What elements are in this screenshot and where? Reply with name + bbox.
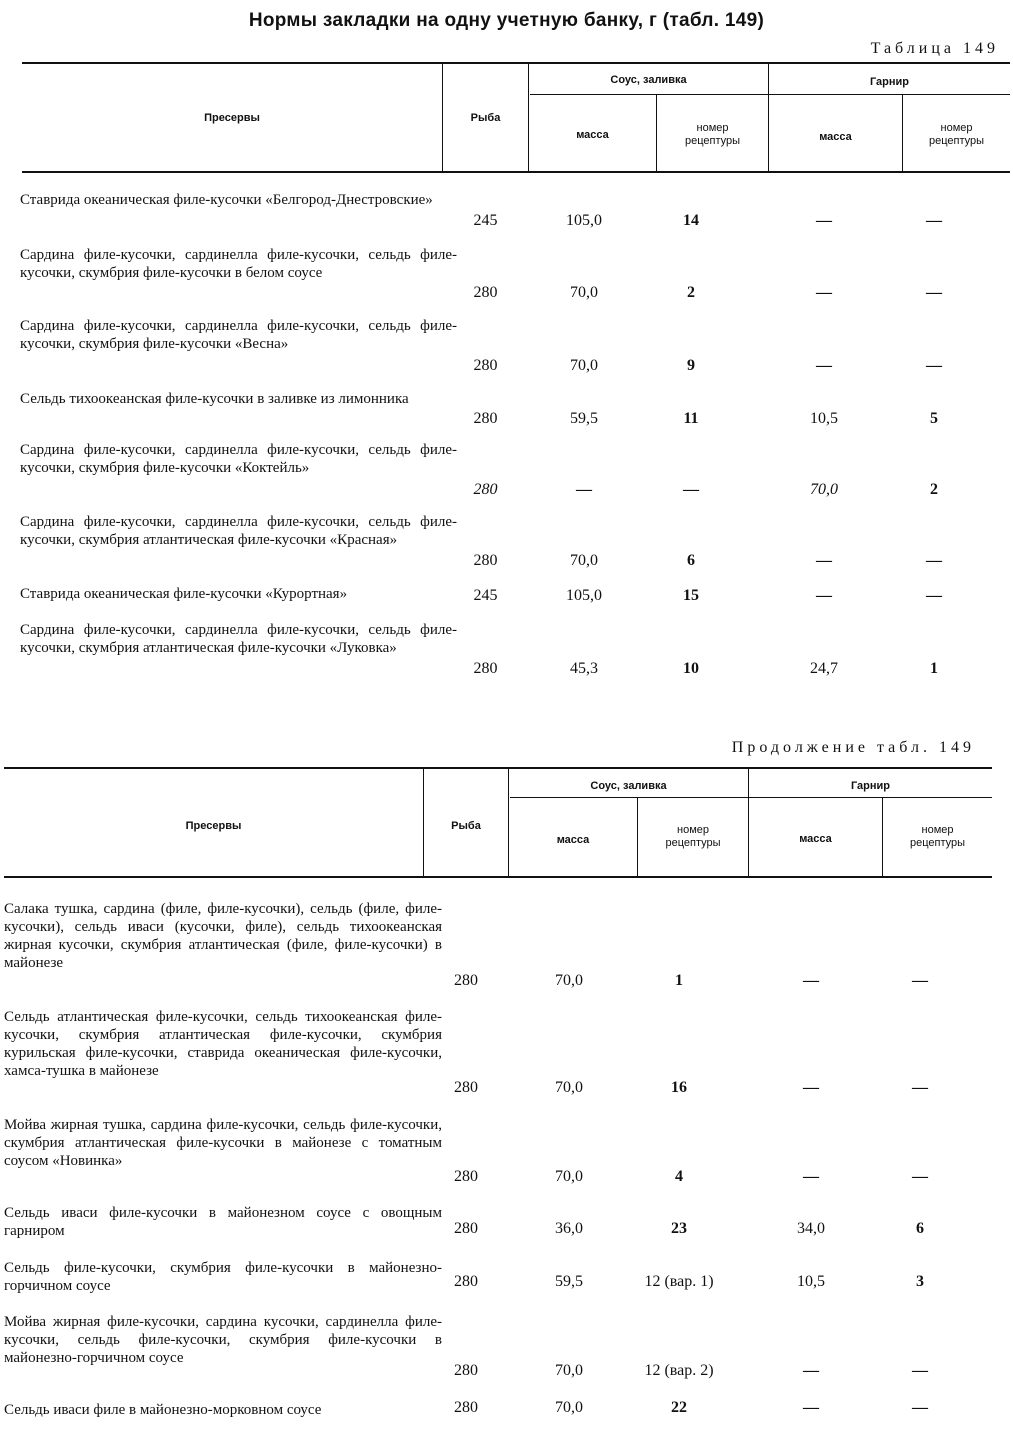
- cell-garnish-recipe: 3: [916, 1273, 924, 1290]
- cell-sauce-mass: 70,0: [555, 1168, 583, 1185]
- cell-fish: 280: [454, 972, 478, 989]
- cell-fish: 280: [454, 1399, 478, 1416]
- cell-sauce-mass: 70,0: [555, 1362, 583, 1379]
- row-description: Сардина филе-кусочки, сардинелла филе-кусочки, сельдь филе-кусочки, скумбрия филе-кусочки в белом соусе: [20, 247, 457, 281]
- column-header-sauce-recipe: номер рецептуры: [684, 122, 741, 147]
- column-header-sauce-mass: масса: [556, 834, 590, 846]
- cell-fish: 280: [454, 1220, 478, 1237]
- cell-garnish-recipe: —: [926, 212, 942, 229]
- cell-sauce-mass: 59,5: [555, 1273, 583, 1290]
- column-header-preserves: Пресервы: [185, 820, 242, 832]
- cell-garnish-recipe: —: [912, 1362, 928, 1379]
- column-header-sauce-recipe: номер рецептуры: [665, 824, 721, 849]
- cell-garnish-mass: 34,0: [797, 1220, 825, 1237]
- cell-sauce-recipe: 22: [671, 1399, 687, 1416]
- cell-fish: 280: [473, 660, 498, 677]
- cell-fish: 280: [473, 481, 498, 498]
- cell-sauce-mass: 70,0: [555, 1079, 583, 1096]
- header-subgroup-rule: [530, 94, 1010, 95]
- cell-sauce-mass: 59,5: [570, 410, 598, 427]
- cell-sauce-recipe: 6: [687, 552, 695, 569]
- row-description: Сардина филе-кусочки, сардинелла филе-кусочки, сельдь филе-кусочки, скумбрия атлантическая филе-кусочки «Луковка»: [20, 622, 457, 656]
- cell-sauce-mass: 70,0: [570, 357, 598, 374]
- cell-fish: 280: [454, 1362, 478, 1379]
- cell-sauce-recipe: 4: [675, 1168, 683, 1185]
- column-group-garnish: Гарнир: [850, 780, 891, 792]
- row-description: Сельдь иваси филе-кусочки в майонезном соусе с овощным гарниром: [4, 1205, 442, 1239]
- row-description: Сардина филе-кусочки, сардинелла филе-кусочки, сельдь филе-кусочки, скумбрия атлантическая филе-кусочки «Красная»: [20, 514, 457, 548]
- row-description: Мойва жирная филе-кусочки, сардина кусочки, сардинелла филе-кусочки, сельдь филе-кусочки, скумбрия филе-кусочки в майонезно-горчичном соусе: [4, 1314, 442, 1366]
- row-description: Сардина филе-кусочки, сардинелла филе-кусочки, сельдь филе-кусочки, скумбрия филе-кусочки «Весна»: [20, 318, 457, 352]
- cell-sauce-mass: 105,0: [566, 212, 602, 229]
- cell-garnish-mass: —: [803, 1079, 819, 1096]
- cell-fish: 280: [454, 1168, 478, 1185]
- table-continuation-label: Продолжение табл. 149: [731, 739, 975, 756]
- cell-garnish-recipe: 1: [930, 660, 938, 677]
- row-description: Сельдь тихоокеанская филе-кусочки в заливке из лимонника: [20, 391, 409, 407]
- row-description: Сельдь атлантическая филе-кусочки, сельдь тихоокеанская филе-кусочки, скумбрия атлантическая филе-кусочки, скумбрия курильская филе-кусочки, ставрида океаническая филе-кусочки, хамса-тушка в майонезе: [4, 1009, 442, 1079]
- cell-fish: 245: [473, 212, 498, 229]
- column-group-sauce: Соус, заливка: [610, 74, 687, 86]
- cell-sauce-recipe: 9: [687, 357, 695, 374]
- column-header-garnish-mass: масса: [819, 131, 852, 143]
- cell-garnish-recipe: —: [926, 357, 942, 374]
- cell-garnish-recipe: 2: [930, 481, 938, 498]
- cell-sauce-recipe: 2: [687, 284, 695, 301]
- cell-sauce-recipe: 10: [683, 660, 699, 677]
- cell-fish: 280: [473, 410, 498, 427]
- cell-sauce-mass: 70,0: [555, 1399, 583, 1416]
- cell-garnish-recipe: 6: [916, 1220, 924, 1237]
- cell-garnish-recipe: —: [912, 972, 928, 989]
- column-header-garnish-mass: масса: [799, 833, 832, 845]
- cell-garnish-recipe: —: [912, 1168, 928, 1185]
- table-number-label: Таблица 149: [870, 40, 999, 57]
- table-top-rule: [22, 62, 1010, 64]
- cell-garnish-recipe: 5: [930, 410, 938, 427]
- row-description: Салака тушка, сардина (филе, филе-кусочки), сельдь (филе, филе-кусочки), сельдь иваси (кусочки, филе), сельдь тихоокеанская жирная кусочки, скумбрия атлантическая (филе, филе-кусочки) в майонезе: [4, 901, 442, 971]
- column-header-garnish-recipe: номер рецептуры: [909, 824, 966, 849]
- cell-fish: 280: [473, 552, 498, 569]
- table-top-rule: [4, 767, 992, 769]
- cell-garnish-mass: 70,0: [810, 481, 838, 498]
- row-description: Ставрида океаническая филе-кусочки «Белгород-Днестровские»: [20, 192, 433, 208]
- cell-garnish-recipe: —: [926, 284, 942, 301]
- row-description: Сельдь филе-кусочки, скумбрия филе-кусочки в майонезно-горчичном соусе: [4, 1260, 442, 1294]
- cell-garnish-mass: —: [816, 284, 832, 301]
- cell-sauce-recipe: 11: [683, 410, 699, 427]
- cell-sauce-recipe: 14: [683, 212, 699, 229]
- cell-sauce-mass: 70,0: [555, 972, 583, 989]
- row-description: Сардина филе-кусочки, сардинелла филе-кусочки, сельдь филе-кусочки, скумбрия филе-кусочки «Коктейль»: [20, 442, 457, 476]
- header-bottom-rule: [22, 171, 1010, 173]
- column-header-fish: Рыба: [451, 820, 481, 832]
- cell-sauce-mass: 105,0: [566, 587, 602, 604]
- page-title: Нормы закладки на одну учетную банку, г (табл. 149): [248, 10, 765, 31]
- cell-garnish-mass: 24,7: [810, 660, 838, 677]
- cell-garnish-mass: —: [803, 972, 819, 989]
- cell-sauce-recipe: 12 (вар. 2): [644, 1362, 714, 1379]
- header-subgroup-rule: [510, 797, 992, 798]
- column-header-sauce-mass: масса: [576, 129, 609, 141]
- header-bottom-rule: [4, 876, 992, 878]
- cell-garnish-mass: —: [803, 1399, 819, 1416]
- cell-garnish-recipe: —: [912, 1079, 928, 1096]
- cell-garnish-mass: 10,5: [797, 1273, 825, 1290]
- cell-garnish-recipe: —: [926, 587, 942, 604]
- cell-sauce-mass: 36,0: [555, 1220, 583, 1237]
- cell-sauce-recipe: —: [683, 481, 699, 498]
- cell-garnish-mass: —: [803, 1362, 819, 1379]
- cell-garnish-mass: —: [816, 587, 832, 604]
- column-group-garnish: Гарнир: [869, 76, 910, 88]
- row-description: Мойва жирная тушка, сардина филе-кусочки, сельдь филе-кусочки, скумбрия атлантическая филе-кусочки в майонезе с томатным соусом «Новинка»: [4, 1117, 442, 1169]
- cell-sauce-recipe: 15: [683, 587, 699, 604]
- column-header-garnish-recipe: номер рецептуры: [928, 122, 985, 147]
- cell-garnish-mass: —: [816, 357, 832, 374]
- cell-fish: 280: [473, 357, 498, 374]
- cell-sauce-recipe: 1: [675, 972, 683, 989]
- column-header-preserves: Пресервы: [204, 112, 260, 124]
- cell-sauce-mass: —: [576, 481, 592, 498]
- cell-sauce-mass: 70,0: [570, 284, 598, 301]
- cell-fish: 245: [473, 587, 498, 604]
- cell-garnish-recipe: —: [926, 552, 942, 569]
- row-description: Ставрида океаническая филе-кусочки «Курортная»: [20, 586, 348, 602]
- cell-fish: 280: [473, 284, 498, 301]
- column-group-sauce: Соус, заливка: [590, 780, 667, 792]
- cell-garnish-mass: —: [816, 552, 832, 569]
- cell-sauce-mass: 45,3: [570, 660, 598, 677]
- cell-sauce-recipe: 23: [671, 1220, 687, 1237]
- row-description: Сельдь иваси филе в майонезно-морковном соусе: [4, 1402, 322, 1418]
- cell-garnish-mass: —: [803, 1168, 819, 1185]
- column-header-fish: Рыба: [470, 112, 501, 124]
- cell-sauce-recipe: 16: [671, 1079, 687, 1096]
- cell-sauce-recipe: 12 (вар. 1): [644, 1273, 714, 1290]
- cell-fish: 280: [454, 1273, 478, 1290]
- cell-sauce-mass: 70,0: [570, 552, 598, 569]
- cell-garnish-recipe: —: [912, 1399, 928, 1416]
- cell-garnish-mass: 10,5: [810, 410, 838, 427]
- cell-garnish-mass: —: [816, 212, 832, 229]
- cell-fish: 280: [454, 1079, 478, 1096]
